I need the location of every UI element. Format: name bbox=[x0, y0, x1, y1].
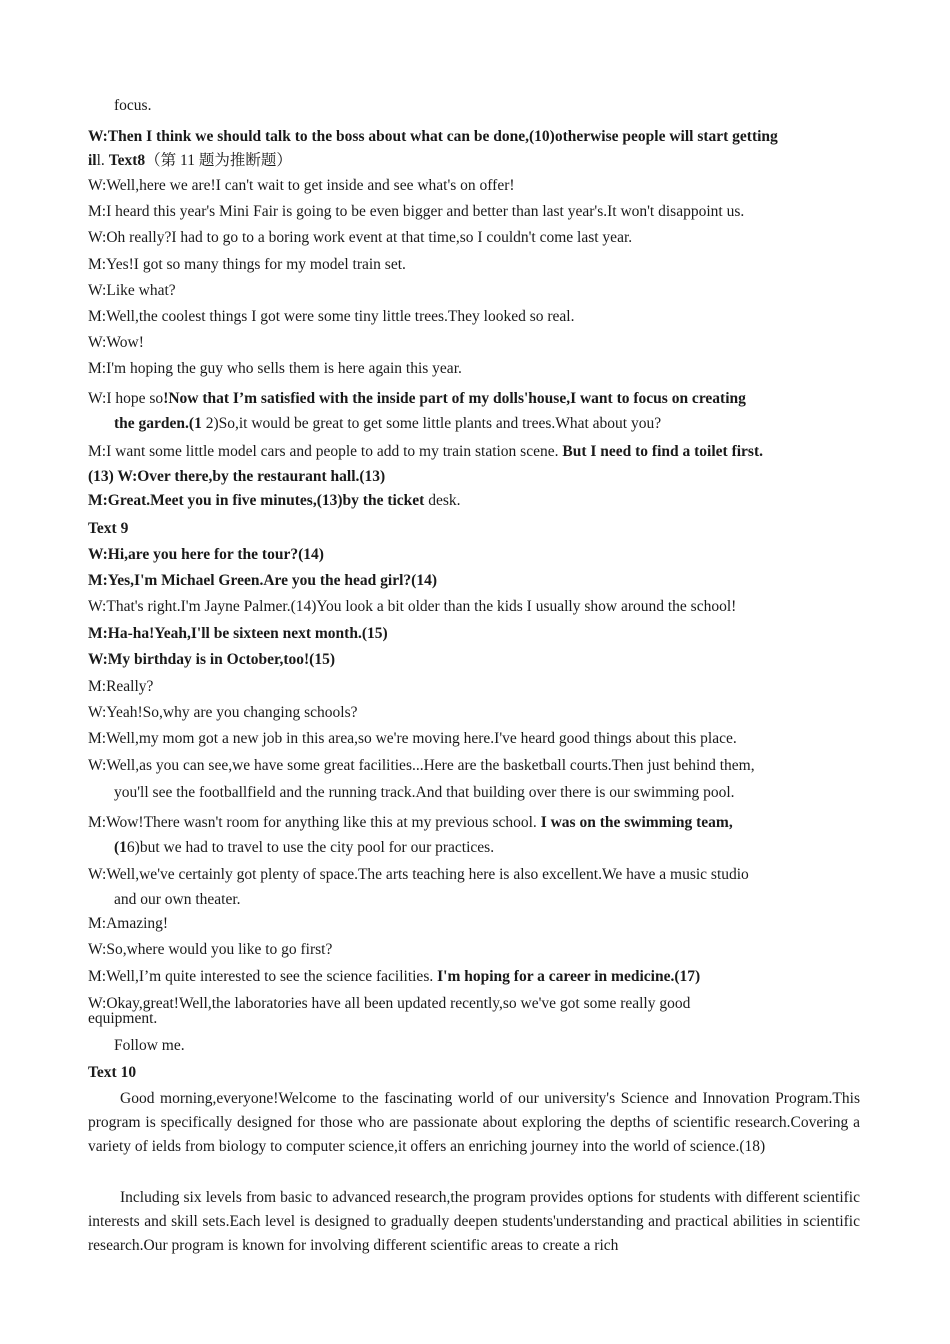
paragraph: Including six levels from basic to advanced research,the program provides options for students with different scientific interests and skill sets.Each level is designed to gradually deepen students'understanding and practical abilities in scientific research.Our program is known for involving different scientific areas to create a rich bbox=[88, 1189, 860, 1254]
text-fragment: M:Well,I’m quite interested to see the science facilities. bbox=[88, 968, 438, 985]
text-line bbox=[114, 414, 661, 434]
section-heading: Text 9 bbox=[88, 520, 129, 537]
text-fragment: M:Wow!There wasn't room for anything like this at my previous school. bbox=[88, 814, 541, 831]
text-fragment: l. bbox=[96, 152, 109, 169]
text-line: W:Yeah!So,why are you changing schools? bbox=[88, 704, 358, 721]
text-line: M:Well,my mom got a new job in this area,so we're moving here.I've heard good things about this place. bbox=[88, 730, 737, 747]
text-fragment: 2)So,it would be great to get some little plants and trees.What about you? bbox=[201, 415, 662, 432]
text-line bbox=[88, 967, 700, 987]
text-line: W:Well,here we are!I can't wait to get inside and see what's on offer! bbox=[88, 177, 515, 194]
text-fragment: W:I hope so bbox=[88, 390, 164, 407]
section-heading: Text8 bbox=[108, 152, 146, 169]
text-line bbox=[88, 151, 292, 171]
text-line: W:Hi,are you here for the tour?(14) bbox=[88, 546, 324, 563]
text-line bbox=[88, 389, 746, 409]
text-fragment: the garden.(1 bbox=[114, 415, 202, 432]
text-fragment: M:I want some little model cars and people to add to my train station scene. bbox=[88, 443, 563, 460]
text-fragment: But I need to find a toilet first. bbox=[562, 443, 763, 460]
paragraph: Good morning,everyone!Welcome to the fascinating world of our university's Science and Innovation Program.This program is specifically designed for those who are passionate about exploring the depths of scientific research.Covering a variety of ields from biology to computer science,it offers an enriching journey into the world of science.(18) bbox=[88, 1090, 860, 1155]
text-line: M:Ha-ha!Yeah,I'll be sixteen next month.(15) bbox=[88, 625, 388, 642]
text-fragment: I was on the swimming team, bbox=[540, 814, 733, 831]
text-line: and our own theater. bbox=[114, 891, 241, 908]
text-line bbox=[88, 813, 733, 833]
text-fragment: il bbox=[88, 152, 97, 169]
section-heading: Text 10 bbox=[88, 1064, 137, 1081]
text-line bbox=[114, 838, 494, 858]
text-line: equipment. bbox=[88, 1010, 158, 1027]
text-line: W:My birthday is in October,too!(15) bbox=[88, 651, 335, 668]
text-fragment: （第 11 题为推断题） bbox=[145, 152, 292, 169]
text-fragment: !Now that I’m satisfied with the inside part of my dolls'house,I want to focus on creating bbox=[163, 390, 746, 407]
text-line: M:Well,the coolest things I got were some tiny little trees.They looked so real. bbox=[88, 308, 575, 325]
text-line: M:Yes!I got so many things for my model train set. bbox=[88, 256, 406, 273]
text-line: M:I'm hoping the guy who sells them is here again this year. bbox=[88, 360, 462, 377]
text-line: (13) W:Over there,by the restaurant hall.(13) bbox=[88, 468, 386, 485]
text-line: M:Yes,I'm Michael Green.Are you the head girl?(14) bbox=[88, 572, 437, 589]
text-line bbox=[88, 491, 461, 511]
text-line: W:So,where would you like to go first? bbox=[88, 941, 333, 958]
text-line: W:Well,as you can see,we have some great facilities...Here are the basketball courts.Then just behind them, bbox=[88, 757, 755, 774]
text-fragment: 6)but we had to travel to use the city pool for our practices. bbox=[126, 839, 495, 856]
text-fragment: I'm hoping for a career in medicine.(17) bbox=[437, 968, 701, 985]
paragraph-block bbox=[88, 1087, 860, 1159]
text-line: you'll see the footballfield and the running track.And that building over there is our swimming pool. bbox=[114, 784, 735, 801]
text-line: M:Amazing! bbox=[88, 915, 169, 932]
text-line: W:Wow! bbox=[88, 334, 144, 351]
text-fragment: desk. bbox=[424, 492, 461, 509]
text-line: Follow me. bbox=[114, 1037, 185, 1054]
text-line: W:Then I think we should talk to the boss about what can be done,(10)otherwise people will start getting bbox=[88, 128, 778, 145]
text-fragment: (1 bbox=[114, 839, 127, 856]
text-line: W:Oh really?I had to go to a boring work event at that time,so I couldn't come last year. bbox=[88, 229, 633, 246]
text-line: W:That's right.I'm Jayne Palmer.(14)You look a bit older than the kids I usually show around the school! bbox=[88, 598, 737, 615]
text-line: W:Well,we've certainly got plenty of space.The arts teaching here is also excellent.We have a music studio bbox=[88, 866, 749, 883]
text-line bbox=[88, 442, 763, 462]
text-fragment: M:Great.Meet you in five minutes,(13)by the ticket bbox=[88, 492, 425, 509]
text-line: M:Really? bbox=[88, 678, 154, 695]
text-line: M:I heard this year's Mini Fair is going to be even bigger and better than last year's.It won't disappoint us. bbox=[88, 203, 745, 220]
text-line: focus. bbox=[114, 97, 152, 114]
text-line: W:Okay,great!Well,the laboratories have all been updated recently,so we've got some really good bbox=[88, 995, 691, 1012]
text-line: W:Like what? bbox=[88, 282, 176, 299]
paragraph-block bbox=[88, 1186, 860, 1258]
